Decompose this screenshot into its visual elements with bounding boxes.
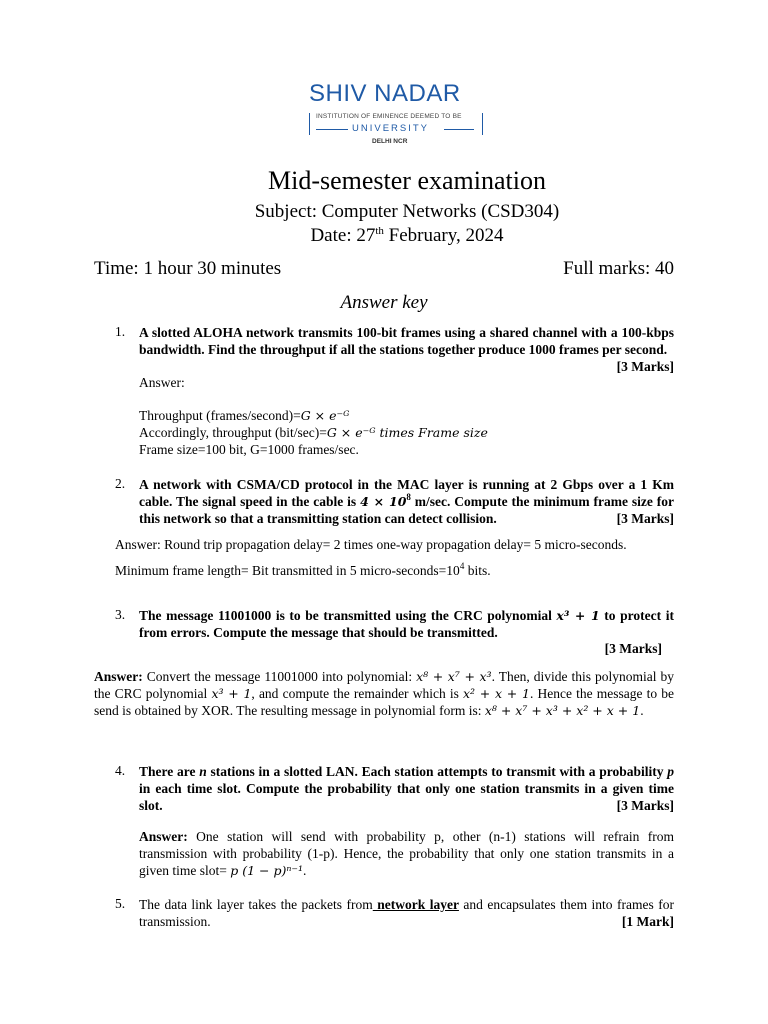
logo-name: SHIV NADAR [309,80,461,107]
q2-answer-line2-b: bits. [464,563,491,578]
q1-answer-line1 [139,408,349,424]
q3-number: 3. [115,607,126,622]
full-marks: Full marks: 40 [563,258,674,279]
q4-answer-end: . [303,863,307,878]
q4-marks: [3 Marks] [616,798,674,813]
q4-answer-label: Answer: [139,829,188,844]
q1-line1-text: Throughput (frames/second)= [139,408,301,423]
q4-answer-math: p (1 − p)ⁿ⁻¹ [230,863,304,878]
answer-key-heading: Answer key [340,292,428,313]
q4-answer-text: One station will send with probability p, other (n-1) stations will refrain from transmission with probability (1-p). Hence, the probability that only one station transmits in a given time slot= [139,829,674,878]
q4-question [139,763,674,814]
q3-answer-p4: . Hence the message to be send is obtained by XOR. The resulting message in polynomial form is: [94,686,675,718]
q1-number: 1. [115,324,126,339]
logo-rule-left [316,129,348,130]
q4-number: 4. [115,763,126,778]
q2-answer-line1: Answer: Round trip propagation delay= 2 times one-way propagation delay= 5 micro-seconds. [115,537,627,552]
q2-text-math: 4 × 10 [360,494,407,509]
q2-answer-exponent: 4 [459,561,465,571]
q3-answer-p2: . Then, divide this polynomial by the CRC polynomial [94,669,674,701]
q2-answer-line2-a: Minimum frame length= Bit transmitted in 5 micro-seconds=10 [115,563,460,578]
q4-answer [139,828,674,879]
q1-answer-line2 [139,425,488,441]
q4-text-b: stations in a slotted LAN. Each station attempts to transmit with a probability [206,764,668,779]
q3-answer-m1: x⁸ + x⁷ + x³ [416,669,492,684]
q1-line2-math: G × e⁻ᴳ times Frame size [326,425,488,440]
q3-answer-m3: x² + x + 1 [462,686,530,701]
q4-text-n: n [199,764,207,779]
date-suffix: February, 2024 [383,225,504,246]
q5-number: 5. [115,896,126,911]
q3-answer-p1: Convert the message 11001000 into polynomial: [142,669,417,684]
exam-time: Time: 1 hour 30 minutes [94,258,282,279]
q1-line2-text: Accordingly, throughput (bit/sec)= [139,425,327,440]
q5-question [139,896,674,930]
q2-answer-line2 [115,563,491,579]
date-prefix: Date: 27 [310,225,376,246]
logo-location: DELHI NCR [372,138,408,145]
q2-text-b: m/sec. Compute the minimum frame size for this network so that a transmitting station can detect collision. [139,494,674,526]
q3-text-math: x³ + 1 [556,608,600,623]
q5-text-a: The data link layer takes the packets from [139,897,373,912]
logo-university: UNIVERSITY [352,123,430,134]
q3-answer-label: Answer: [94,669,143,684]
date-superscript: th [375,225,384,237]
q2-question [139,476,674,527]
q1-answer-label: Answer: [139,375,185,390]
exam-date [0,225,768,247]
q1-text: A slotted ALOHA network transmits 100-bit frames using a shared channel with a 100-kbps bandwidth. Find the throughput if all the stations together produce 1000 frames per second. [139,325,674,357]
q1-question [139,324,674,375]
q2-text-a: A network with CSMA/CD protocol in the MAC layer is running at 2 Gbps over a 1 Km cable. The signal speed in the cable is [139,477,674,509]
logo-university-row [316,123,476,135]
q3-answer-p5: . [640,703,644,718]
q3-answer-m4: x⁸ + x⁷ + x³ + x² + x + 1 [484,703,641,718]
q4-text-a: There are [139,764,200,779]
q5-marks: [1 Mark] [621,914,674,929]
q5-text-b: and encapsulates them into frames for transmission. [139,897,674,929]
q3-text-a: The message 11001000 is to be transmitted using the CRC polynomial [139,608,557,623]
q3-marks: [3 Marks] [604,641,662,656]
q1-line1-math: G × e⁻ᴳ [300,408,350,423]
q1-answer-line3: Frame size=100 bit, G=1000 frames/sec. [139,442,359,457]
q2-marks: [3 Marks] [616,511,674,526]
q4-text-c: in each time slot. Compute the probability that only one station transmits in a given time slot. [139,781,674,813]
q2-text-exponent: 8 [406,492,411,502]
q3-text-b: to protect it from errors. Compute the message that should be transmitted. [139,608,674,640]
q2-number: 2. [115,476,126,491]
q3-answer-m2: x³ + 1 [211,686,252,701]
q3-answer [94,668,674,719]
logo-tagline: INSTITUTION OF EMINENCE DEEMED TO BE [316,113,462,120]
exam-subject: Subject: Computer Networks (CSD304) [254,201,560,222]
q3-question [139,607,674,641]
q3-answer-p3: , and compute the remainder which is [251,686,463,701]
logo-rule-right [444,129,474,130]
exam-title: Mid-semester examination [268,166,546,195]
q5-underlined-answer: network layer [372,897,459,912]
q1-marks: [3 Marks] [616,359,674,374]
q4-text-p: p [667,764,674,779]
